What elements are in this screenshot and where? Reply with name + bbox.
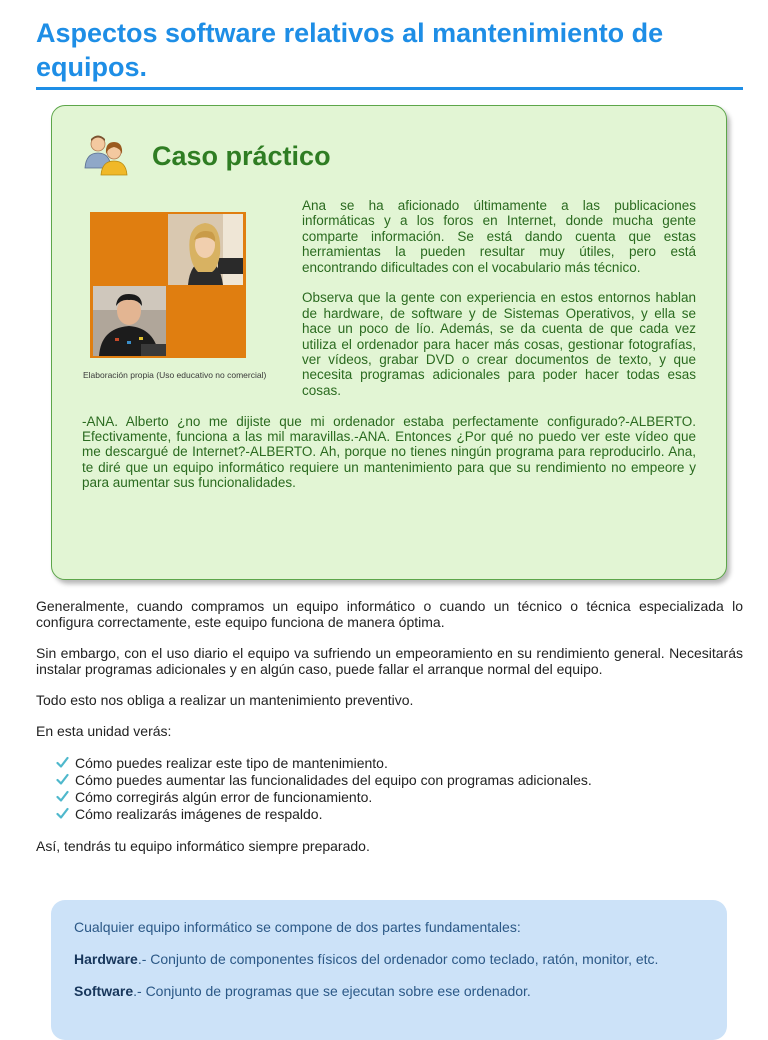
unit-checklist <box>36 754 743 822</box>
software-definition <box>74 983 704 999</box>
case-study-paragraph: Observa que la gente con experiencia en estos entornos hablan de hardware, de software y de Sistemas Operativos, y ella se hace un poco de lío. Además, se da cuenta de que cada vez utiliza el ordenador para hacer más cosas, gestionar fotografías, ver vídeos, grabar DVD o crear documentos de texto, y que necesita programas adicionales para poder hacer todas esas cosas. <box>302 290 696 398</box>
unit-intro: En esta unidad verás: <box>36 723 172 739</box>
ana-photo <box>168 214 243 285</box>
checkmark-icon <box>56 773 69 786</box>
hardware-term: Hardware <box>74 951 138 967</box>
checkmark-icon <box>56 807 69 820</box>
case-study-paragraph: Ana se ha aficionado últimamente a las publicaciones informáticas y a los foros en Internet, donde mucha gente comparte información. Se está dando cuenta que estas herramientas la pueden resultar muy útiles, pero está encontrando dificultades con el vocabulario más técnico. <box>302 198 696 275</box>
checkmark-icon <box>56 756 69 769</box>
list-item <box>56 788 743 805</box>
checkmark-icon <box>56 790 69 803</box>
list-item-text: Cómo puedes realizar este tipo de mantenimiento. <box>75 754 388 771</box>
characters-photo <box>90 212 246 358</box>
hardware-description: .- Conjunto de componentes físicos del ordenador como teclado, ratón, monitor, etc. <box>137 951 659 967</box>
intro-paragraph: Sin embargo, con el uso diario el equipo va sufriendo un empeoramiento en su rendimiento general. Necesitarás instalar programas adicionales y en algún caso, puede fallar el arranque normal del equipo. <box>36 645 743 677</box>
closing-paragraph: Así, tendrás tu equipo informático siempre preparado. <box>36 838 370 854</box>
case-study-box <box>51 105 727 580</box>
intro-paragraph: Todo esto nos obliga a realizar un mantenimiento preventivo. <box>36 692 414 708</box>
list-item <box>56 771 743 788</box>
hardware-definition <box>74 951 704 967</box>
software-term: Software <box>74 983 134 999</box>
software-description: .- Conjunto de programas que se ejecutan sobre ese ordenador. <box>133 983 531 999</box>
definitions-box <box>51 900 727 1040</box>
title-divider <box>36 87 743 90</box>
main-content <box>36 598 743 869</box>
definitions-text <box>74 919 704 1015</box>
list-item-text: Cómo realizarás imágenes de respaldo. <box>75 805 323 822</box>
definitions-intro: Cualquier equipo informático se compone de dos partes fundamentales: <box>74 919 521 935</box>
two-users-icon <box>82 132 132 176</box>
case-study-dialogue: -ANA. Alberto ¿no me dijiste que mi ordenador estaba perfectamente configurado?-ALBERTO. Efectivamente, funciona a las mil maravillas.-ANA. Entonces ¿Por qué no puedo ver este vídeo que me descargué de Internet?-ALBERTO. Ah, porque no tienes ningún programa para reproducirlo. Ana, te diré que un equipo informático requiere un mantenimiento para que su rendimiento no empeore y para aumentar sus funcionalidades. <box>82 413 696 491</box>
list-item <box>56 754 743 771</box>
list-item <box>56 805 743 822</box>
photo-caption: Elaboración propia (Uso educativo no comercial) <box>83 370 267 380</box>
alberto-photo <box>93 286 166 356</box>
case-study-title: Caso práctico <box>152 141 331 171</box>
intro-paragraph: Generalmente, cuando compramos un equipo informático o cuando un técnico o técnica especializada lo configura correctamente, este equipo funciona de manera óptima. <box>36 598 743 630</box>
list-item-text: Cómo corregirás algún error de funcionamiento. <box>75 788 373 805</box>
page-title: Aspectos software relativos al mantenimiento de equipos. <box>36 18 664 82</box>
list-item-text: Cómo puedes aumentar las funcionalidades del equipo con programas adicionales. <box>75 771 592 788</box>
